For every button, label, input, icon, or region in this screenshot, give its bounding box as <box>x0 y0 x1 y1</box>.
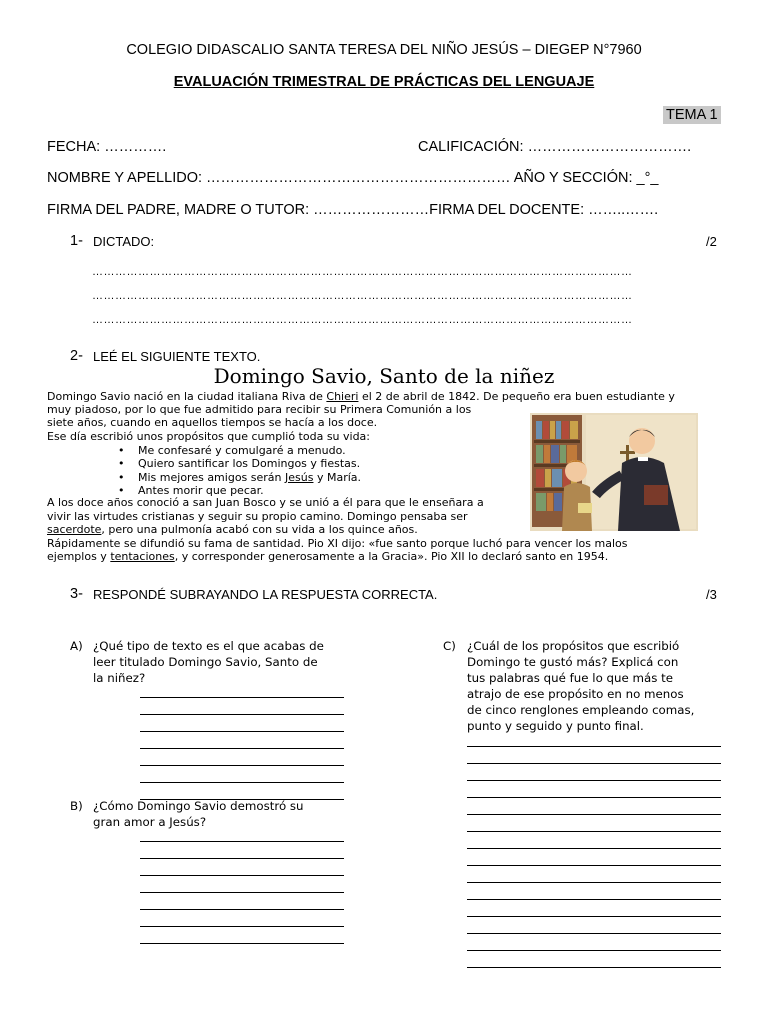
question-c-text: ¿Cuál de los propósitos que escribió Domingo te gustó más? Explicá con tus palabras qué fue lo que más te atrajo de ese propósito en no menos de cinco renglones empleando comas, punto y seguido y punto final. <box>467 639 695 733</box>
story-title: Domingo Savio, Santo de la niñez <box>213 364 555 388</box>
saint-illustration <box>530 413 698 531</box>
story-line-4: Ese día escribió unos propósitos que cumplió toda su vida: <box>47 430 371 443</box>
list-item: • Me confesaré y comulgaré a menudo. <box>120 444 361 457</box>
question-1-label: DICTADO: <box>93 234 155 249</box>
question-a-text: ¿Qué tipo de texto es el que acabas de leer titulado Domingo Savio, Santo de la niñez? <box>93 639 324 685</box>
chieri-link[interactable]: Chieri <box>326 390 359 403</box>
list-item: • Antes morir que pecar. <box>120 484 361 497</box>
grade-field[interactable]: CALIFICACIÓN: ……………………………. <box>418 139 692 155</box>
list-item: • Quiero santificar los Domingos y fiestas. <box>120 457 361 470</box>
tentaciones-link[interactable]: tentaciones <box>110 550 175 563</box>
story-line-2: muy piadoso, por lo que fue admitido para recibir su Primera Comunión a los <box>47 403 472 416</box>
question-c-letter: C) <box>443 639 456 653</box>
dictation-line-1[interactable]: …………………………………………………………………………………………………………………………… <box>92 266 633 278</box>
question-a-letter: A) <box>70 639 83 653</box>
resolutions-list <box>120 444 361 497</box>
dictation-line-3[interactable]: …………………………………………………………………………………………………………………………… <box>92 314 633 326</box>
question-1-score: /2 <box>706 234 717 249</box>
question-1-number: 1- <box>70 233 83 249</box>
exam-title: EVALUACIÓN TRIMESTRAL DE PRÁCTICAS DEL LENGUAJE <box>173 74 595 90</box>
question-b-letter: B) <box>70 799 83 813</box>
story-line-3: siete años, cuando en aquellos tiempos se hacía a los doce. <box>47 416 378 429</box>
question-b-text: ¿Cómo Domingo Savio demostró su gran amor a Jesús? <box>93 799 304 829</box>
tema-badge: TEMA 1 <box>663 106 721 124</box>
story-line-7: sacerdote, pero una pulmonía acabó con su vida a los quince años. <box>47 523 418 536</box>
story-line-5: A los doce años conoció a san Juan Bosco y se unió a él para que le enseñara a <box>47 496 484 509</box>
answer-c-lines[interactable] <box>467 731 721 968</box>
answer-b-lines[interactable] <box>140 826 344 944</box>
dictation-line-2[interactable]: …………………………………………………………………………………………………………………………… <box>92 290 633 302</box>
school-name: COLEGIO DIDASCALIO SANTA TERESA DEL NIÑO JESÚS – DIEGEP N°7960 <box>126 42 642 58</box>
signature-field[interactable]: FIRMA DEL PADRE, MADRE O TUTOR: ……………………FIRMA DEL DOCENTE: ……..……. <box>47 202 659 218</box>
question-3-score: /3 <box>706 587 717 602</box>
jesus-link[interactable]: Jesús <box>285 470 314 484</box>
list-item: • Mis mejores amigos serán Jesús y María. <box>120 471 361 484</box>
name-field[interactable]: NOMBRE Y APELLIDO: ……………………………………………………… AÑO Y SECCIÓN: _°_ <box>47 170 659 186</box>
sacerdote-link[interactable]: sacerdote <box>47 523 102 536</box>
story-line-1: Domingo Savio nació en la ciudad italiana Riva de Chieri el 2 de abril de 1842. De pequeño era buen estudiante y <box>47 390 675 403</box>
story-line-8: Rápidamente se difundió su fama de santidad. Pio XI dijo: «fue santo porque luchó para vencer los malos <box>47 537 628 550</box>
question-2-number: 2- <box>70 348 83 364</box>
question-3-number: 3- <box>70 586 83 602</box>
date-field[interactable]: FECHA: …………. <box>47 139 167 155</box>
question-2-label: LEÉ EL SIGUIENTE TEXTO. <box>93 349 261 364</box>
question-3-label: RESPONDÉ SUBRAYANDO LA RESPUESTA CORRECTA. <box>93 587 438 602</box>
answer-a-lines[interactable] <box>140 682 344 800</box>
story-line-6: vivir las virtudes cristianas y seguir su propio camino. Domingo pensaba ser <box>47 510 468 523</box>
story-line-9: ejemplos y tentaciones, y corresponder generosamente a la Gracia». Pio XII lo declaró santo en 1954. <box>47 550 609 563</box>
